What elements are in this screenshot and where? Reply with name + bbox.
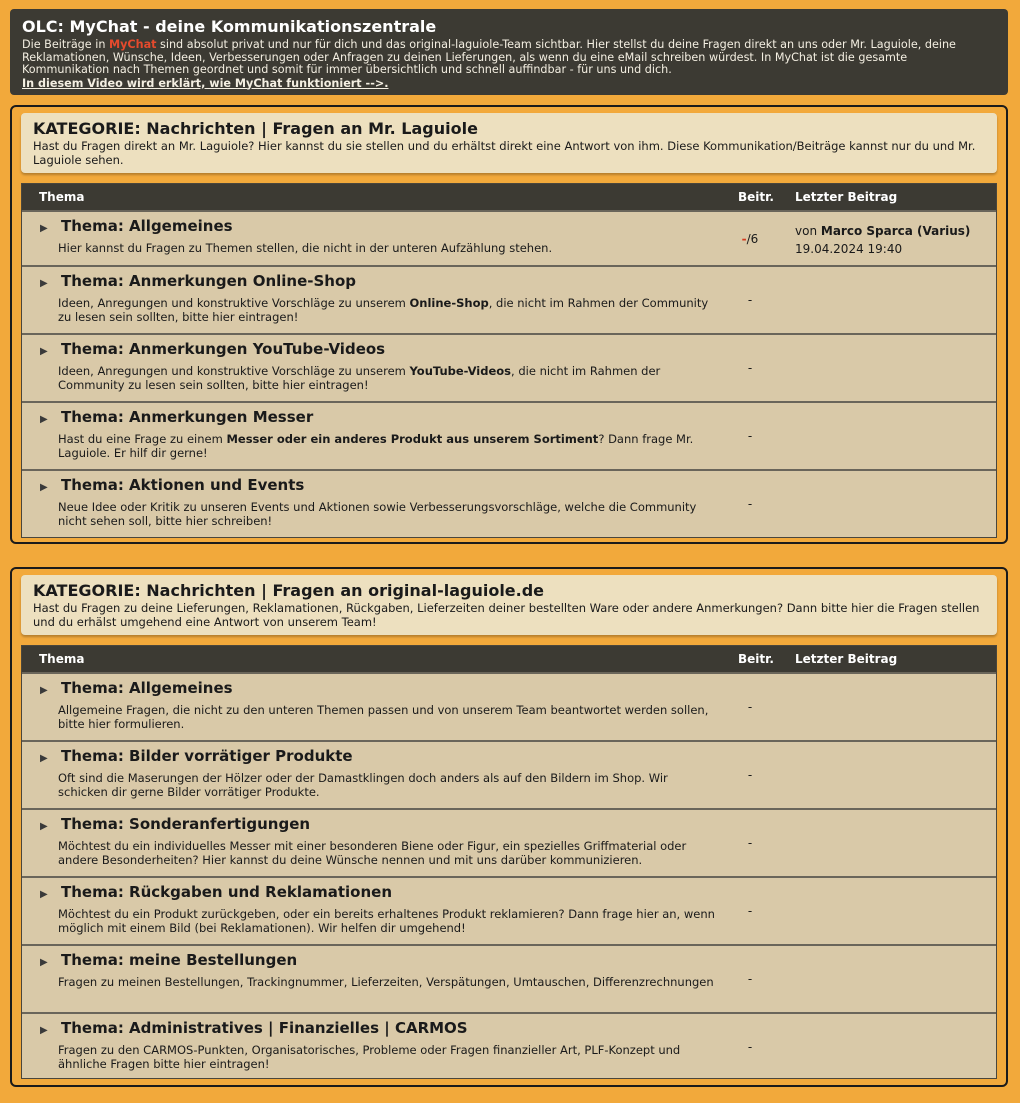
topic-row[interactable]	[22, 740, 996, 808]
triangle-right-icon: ▶	[40, 1025, 48, 1036]
category-header	[21, 113, 997, 173]
topic-description: Fragen zu meinen Bestellungen, Trackingnummer, Lieferzeiten, Verspätungen, Umtauschen, Differenzrechnungen	[58, 975, 714, 989]
topic-title[interactable]: Thema: Bilder vorrätiger Produkte	[61, 747, 353, 765]
topic-description: Möchtest du ein individuelles Messer mit einer besonderen Biene oder Figur, ein spezielles Griffmaterial oder andere Besonderheiten? Hier kannst du deine Wünsche nennen und mit uns darüber kommunizieren.	[58, 839, 687, 867]
column-topic: Thema	[39, 190, 85, 204]
category-header	[21, 575, 997, 635]
category-mr-laguiole	[10, 105, 1008, 544]
header-desc-pre: Die Beiträge in	[22, 38, 109, 51]
mychat-header	[10, 9, 1008, 95]
triangle-right-icon: ▶	[40, 753, 48, 764]
triangle-right-icon: ▶	[40, 223, 48, 234]
category-description: Hast du Fragen direkt an Mr. Laguiole? Hier kannst du sie stellen und du erhältst direkt eine Antwort von ihm. Diese Kommunikation/Beiträge kannst nur du und Mr. Laguiole sehen.	[33, 139, 976, 167]
post-count: -	[747, 972, 753, 986]
topic-row[interactable]	[22, 944, 996, 1012]
post-count: -	[747, 497, 753, 511]
topic-row[interactable]	[22, 672, 996, 740]
post-count: -	[747, 1040, 753, 1054]
triangle-right-icon: ▶	[40, 821, 48, 832]
topic-title[interactable]: Thema: Aktionen und Events	[61, 476, 305, 494]
topic-description: Hier kannst du Fragen zu Themen stellen, die nicht in der unteren Aufzählung stehen.	[58, 241, 553, 255]
column-posts: Beitr.	[738, 190, 774, 204]
topic-row[interactable]	[22, 265, 996, 333]
table-header	[22, 184, 996, 210]
post-count: -	[747, 361, 753, 375]
triangle-right-icon: ▶	[40, 482, 48, 493]
triangle-right-icon: ▶	[40, 685, 48, 696]
topic-description: Fragen zu den CARMOS-Punkten, Organisatorisches, Probleme oder Fragen finanzieller Art, PLF-Konzept und ähnliche Fragen bitte hier eintragen!	[58, 1043, 681, 1071]
last-post: von Marco Sparca (Varius) 19.04.2024 19:40	[795, 224, 971, 256]
topic-row[interactable]	[22, 876, 996, 944]
topic-title[interactable]: Thema: Administratives | Finanzielles | CARMOS	[61, 1019, 468, 1037]
topic-row[interactable]	[22, 210, 996, 265]
triangle-right-icon: ▶	[40, 414, 48, 425]
topic-description: Ideen, Anregungen und konstruktive Vorschläge zu unserem Online-Shop, die nicht im Rahmen der Community zu lesen sein sollten, bitte hier eintragen!	[58, 296, 709, 324]
topic-row[interactable]	[22, 808, 996, 876]
topic-description: Ideen, Anregungen und konstruktive Vorschläge zu unserem YouTube-Videos, die nicht im Rahmen der Community zu lesen sein sollten, bitte hier eintragen!	[58, 364, 661, 392]
page-title: OLC: MyChat - deine Kommunikationszentrale	[22, 17, 437, 36]
post-count: -	[747, 836, 753, 850]
last-post-date: 19.04.2024 19:40	[795, 242, 903, 256]
topic-title[interactable]: Thema: Allgemeines	[61, 679, 233, 697]
triangle-right-icon: ▶	[40, 278, 48, 289]
column-posts: Beitr.	[738, 652, 774, 666]
category-title: KATEGORIE: Nachrichten | Fragen an original-laguiole.de	[33, 581, 545, 600]
header-desc-post: sind absolut privat und nur für dich und das original-laguiole-Team sichtbar. Hier stellst du deine Fragen direkt an uns oder Mr. Laguiole, deine Reklamationen, Wünsche, Ideen, Verbesserungen oder Anfragen zu deinen Lieferungen, als wenn du eine eMail schreiben würdest. In MyChat ist die gesamte Kommunikation nach Themen geordnet und somit für immer übersichtlich und schnell auffindbar - für uns und dich.	[22, 38, 956, 76]
triangle-right-icon: ▶	[40, 346, 48, 357]
topic-title[interactable]: Thema: Rückgaben und Reklamationen	[61, 883, 393, 901]
topic-row[interactable]	[22, 333, 996, 401]
topic-row[interactable]	[22, 469, 996, 537]
topic-table	[21, 183, 997, 538]
category-title: KATEGORIE: Nachrichten | Fragen an Mr. Laguiole	[33, 119, 478, 138]
column-last-post: Letzter Beitrag	[795, 190, 898, 204]
topic-title[interactable]: Thema: Allgemeines	[61, 217, 233, 235]
table-header	[22, 646, 996, 672]
post-count: -	[747, 700, 753, 714]
brand-mychat: MyChat	[108, 38, 157, 51]
topic-table	[21, 645, 997, 1079]
post-count: -	[747, 429, 753, 443]
topic-description: Allgemeine Fragen, die nicht zu den unteren Themen passen und von unserem Team beantwortet werden sollen, bitte hier formulieren.	[58, 703, 709, 731]
column-last-post: Letzter Beitrag	[795, 652, 898, 666]
topic-description: Möchtest du ein Produkt zurückgeben, oder ein bereits erhaltenes Produkt reklamieren? Dann frage hier an, wenn möglich mit einem Bild (bei Reklamationen). Wir helfen dir umgehend!	[58, 907, 715, 935]
post-count: -	[747, 904, 753, 918]
topic-description: Oft sind die Maserungen der Hölzer oder der Damastklingen doch anders als auf den Bildern im Shop. Wir schicken dir gerne Bilder vorrätiger Produkte.	[58, 771, 668, 799]
topic-title[interactable]: Thema: Anmerkungen Messer	[61, 408, 314, 426]
last-post-author[interactable]: Marco Sparca (Varius)	[820, 224, 971, 238]
post-count: -	[747, 768, 753, 782]
column-topic: Thema	[39, 652, 85, 666]
topic-title[interactable]: Thema: Anmerkungen Online-Shop	[61, 272, 357, 290]
topic-title[interactable]: Thema: Anmerkungen YouTube-Videos	[61, 340, 386, 358]
post-count: -/6	[741, 232, 759, 246]
category-description: Hast du Fragen zu deine Lieferungen, Reklamationen, Rückgaben, Lieferzeiten deiner bestellten Ware oder andere Anmerkungen? Dann bitte hier die Fragen stellen und du erhälst umgehend eine Antwort von unserem Team!	[33, 601, 980, 629]
triangle-right-icon: ▶	[40, 957, 48, 968]
topic-description: Hast du eine Frage zu einem Messer oder ein anderes Produkt aus unserem Sortiment? Dann frage Mr. Laguiole. Er hilf dir gerne!	[58, 432, 694, 460]
post-count: -	[747, 293, 753, 307]
topic-row[interactable]	[22, 1012, 996, 1078]
topic-title[interactable]: Thema: Sonderanfertigungen	[61, 815, 311, 833]
topic-title[interactable]: Thema: meine Bestellungen	[61, 951, 298, 969]
topic-row[interactable]	[22, 401, 996, 469]
video-link[interactable]: In diesem Video wird erklärt, wie MyChat funktioniert -->.	[22, 76, 389, 90]
topic-description: Neue Idee oder Kritik zu unseren Events und Aktionen sowie Verbesserungsvorschläge, welche die Community nicht sehen soll, bitte hier schreiben!	[58, 500, 697, 528]
category-original-laguiole	[10, 567, 1008, 1087]
header-description	[22, 39, 996, 77]
triangle-right-icon: ▶	[40, 889, 48, 900]
